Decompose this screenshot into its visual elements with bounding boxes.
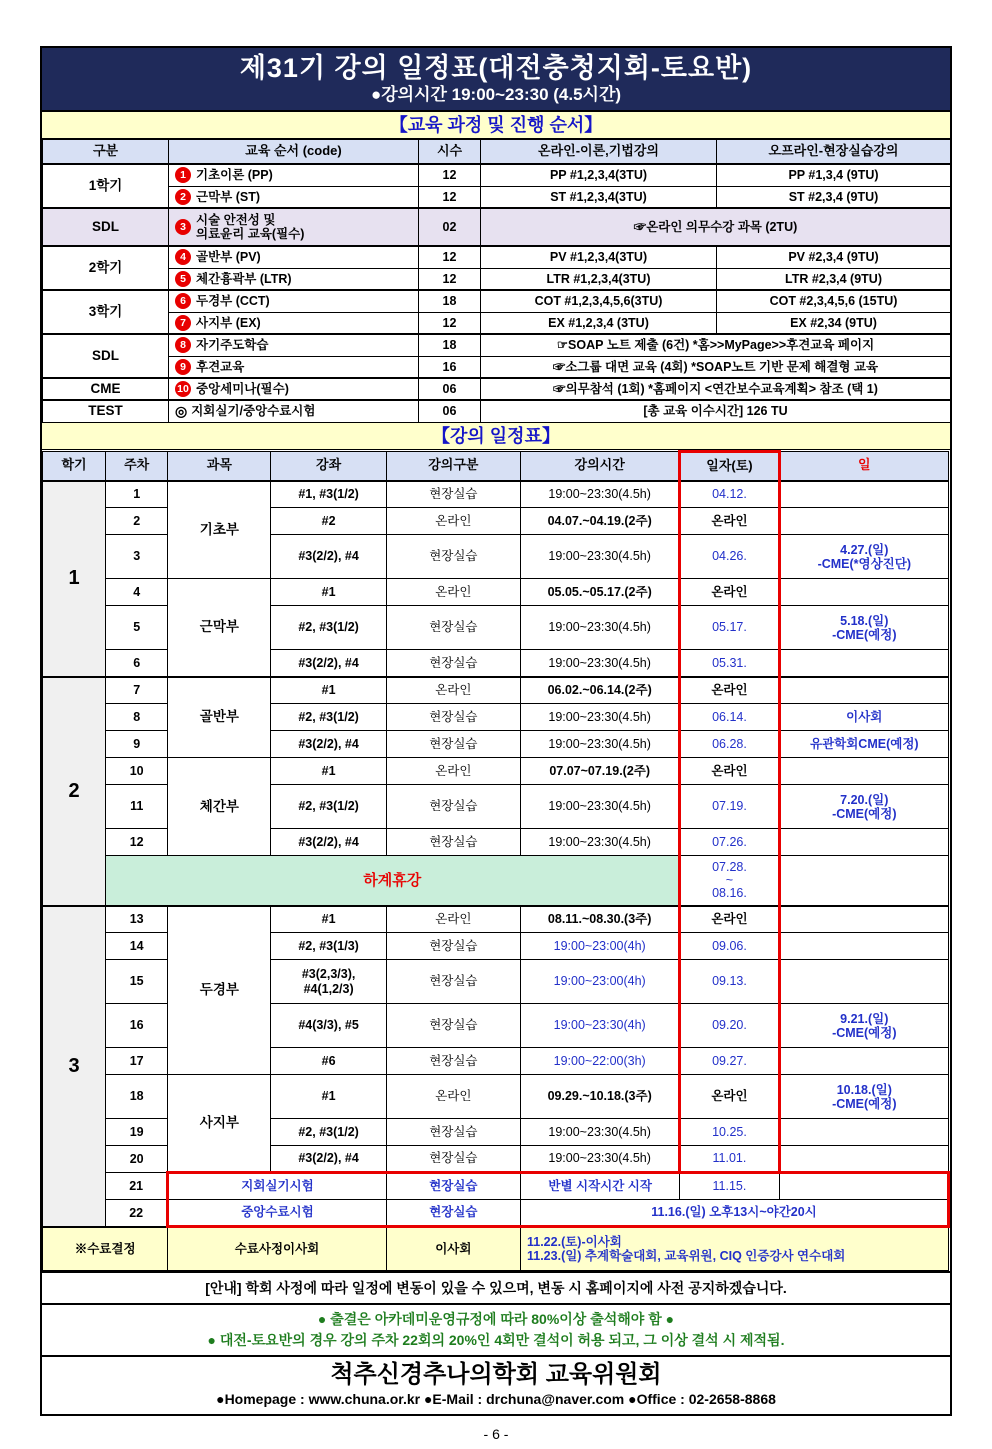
schedule-date-cell: 04.26. [680,535,779,579]
schedule-type-cell: 현장실습 [386,1004,520,1048]
numbered-circle-icon: 6 [175,293,191,309]
course-header-row [43,140,951,165]
course-category-cell: 2학기 [43,246,169,290]
attendance-note-1: ● 출결은 아카데미운영규정에 따라 80%이상 출석해야 함 ● [317,1311,675,1327]
numbered-circle-icon: 3 [175,219,191,235]
schedule-date-cell: 05.31. [680,650,779,677]
schedule-week-cell: 9 [106,731,168,758]
schedule-week-cell: 8 [106,704,168,731]
schedule-date-cell: 07.26. [680,829,779,856]
schedule-time-cell: 04.07.~04.19.(2주) [521,508,680,535]
numbered-circle-icon: 8 [175,337,191,353]
contact-info: ●Homepage : www.chuna.or.kr ●E-Mail : drchuna@naver.com ●Office : 02-2658-8868 [216,1391,776,1407]
schedule-time-cell: 반별 시작시간 시작 [521,1173,680,1200]
schedule-time-cell: 19:00~23:30(4.5h) [521,481,680,508]
schedule-type-cell: 현장실습 [386,1200,520,1227]
schedule-sunday-cell [779,508,948,535]
schedule-type-cell: 온라인 [386,906,520,933]
schedule-week-cell: 18 [106,1075,168,1119]
course-category-cell: SDL [43,334,169,378]
course-col-category: 구분 [43,140,169,165]
numbered-circle-icon: 4 [175,249,191,265]
schedule-course-cell: #1 [271,1075,386,1119]
exam-row [43,1200,949,1227]
schedule-course-cell: #2, #3(1/2) [271,704,386,731]
course-offline-cell: EX #2,34 (9TU) [717,312,951,334]
schedule-type-cell: 온라인 [386,579,520,606]
schedule-date-cell: 09.20. [680,1004,779,1048]
course-merged-note-cell: ☞소그룹 대면 교육 (4회) *SOAP노트 기반 문제 해결형 교육 [481,356,951,378]
schedule-date-cell: 온라인 [680,1075,779,1119]
schedule-course-cell: #2, #3(1/2) [271,1119,386,1146]
course-col-order: 교육 순서 (code) [169,140,419,165]
schedule-heading: 【강의 일정표】 [42,423,950,450]
schedule-type-cell: 현장실습 [386,650,520,677]
schedule-time-cell: 19:00~23:30(4h) [521,1004,680,1048]
schedule-time-cell: 07.07~07.19.(2주) [521,758,680,785]
schedule-sunday-cell [779,579,948,606]
schedule-time-cell: 19:00~23:30(4.5h) [521,829,680,856]
course-row [43,246,951,268]
schedule-time-cell: 19:00~23:30(4.5h) [521,704,680,731]
schedule-sunday-cell [779,1146,948,1173]
course-col-offline: 오프라인-현장실습강의 [717,140,951,165]
numbered-circle-icon: 10 [175,381,191,397]
course-row [43,268,951,290]
course-hours-cell: 12 [419,164,481,186]
course-hours-cell: 16 [419,356,481,378]
schedule-week-cell: 13 [106,906,168,933]
exam-name-cell: 지회실기시험 [168,1173,386,1200]
course-order-label: 체간흉곽부 (LTR) [196,271,292,286]
course-col-online: 온라인-이론,기법강의 [481,140,717,165]
schedule-sunday-cell [779,960,948,1004]
schedule-course-cell: #3(2/2), #4 [271,731,386,758]
numbered-circle-icon: 9 [175,359,191,375]
course-order-label: 기초이론 (PP) [196,168,273,183]
course-merged-note-cell: ☞SOAP 노트 제출 (6건) *홈>>MyPage>>후견교육 페이지 [481,334,951,356]
document-sheet [40,46,952,1416]
schedule-date-cell: 10.25. [680,1119,779,1146]
schedule-course-cell: #1, #3(1/2) [271,481,386,508]
course-row [43,164,951,186]
summer-break-row [43,856,949,906]
course-hours-cell: 12 [419,312,481,334]
course-hours-cell: 06 [419,400,481,422]
course-row [43,378,951,400]
schedule-col-time: 강의시간 [521,451,680,481]
attendance-notes [42,1303,950,1355]
schedule-date-cell: 07.28. ~ 08.16. [680,856,779,906]
course-category-cell: 1학기 [43,164,169,208]
schedule-week-cell: 6 [106,650,168,677]
schedule-sunday-cell: 유관학회CME(예정) [779,731,948,758]
course-category-cell: CME [43,378,169,400]
course-merged-note-cell: ☞온라인 의무수강 과목 (2TU) [481,208,951,246]
summer-break-cell: 하계휴강 [106,856,680,906]
schedule-date-cell: 07.19. [680,785,779,829]
course-order-label: 후견교육 [196,359,245,374]
schedule-course-cell: #1 [271,677,386,704]
course-order-cell [169,268,419,290]
schedule-sunday-cell [779,906,948,933]
schedule-row [43,677,949,704]
course-online-cell: EX #1,2,3,4 (3TU) [481,312,717,334]
schedule-date-cell: 06.14. [680,704,779,731]
schedule-subject-cell: 사지부 [168,1075,271,1173]
course-row [43,334,951,356]
schedule-week-cell: 12 [106,829,168,856]
course-offline-cell: PV #2,3,4 (9TU) [717,246,951,268]
course-merged-note-cell: [총 교육 이수시간] 126 TU [481,400,951,422]
schedule-week-cell: 11 [106,785,168,829]
course-order-label: 두경부 (CCT) [196,294,270,309]
course-online-cell: PV #1,2,3,4(3TU) [481,246,717,268]
schedule-course-cell: #2, #3(1/2) [271,785,386,829]
course-category-cell: TEST [43,400,169,422]
schedule-row [43,1075,949,1119]
schedule-subject-cell: 골반부 [168,677,271,758]
course-offline-cell: ST #2,3,4 (9TU) [717,186,951,208]
course-row [43,290,951,312]
schedule-col-semester: 학기 [43,451,106,481]
schedule-type-cell: 현장실습 [386,731,520,758]
schedule-date-cell: 11.15. [680,1173,779,1200]
course-category-cell: 3학기 [43,290,169,334]
schedule-type-cell: 온라인 [386,677,520,704]
course-row [43,356,951,378]
schedule-week-cell: 7 [106,677,168,704]
schedule-time-cell: 19:00~23:30(4.5h) [521,650,680,677]
schedule-week-cell: 14 [106,933,168,960]
schedule-course-cell: #3(2,3/3), #4(1,2/3) [271,960,386,1004]
schedule-date-cell: 06.28. [680,731,779,758]
schedule-sunday-cell [779,677,948,704]
course-col-hours: 시수 [419,140,481,165]
course-order-cell [169,356,419,378]
schedule-col-course: 강좌 [271,451,386,481]
numbered-circle-icon: 1 [175,167,191,183]
course-offline-cell: PP #1,3,4 (9TU) [717,164,951,186]
course-online-cell: LTR #1,2,3,4(3TU) [481,268,717,290]
schedule-type-cell: 현장실습 [386,1119,520,1146]
course-merged-note-cell: ☞의무참석 (1회) *홈페이지 <연간보수교육계획> 참조 (택 1) [481,378,951,400]
schedule-row [43,758,949,785]
course-row [43,186,951,208]
course-order-cell [169,378,419,400]
schedule-time-cell: 19:00~23:00(4h) [521,933,680,960]
document-subtitle: ●강의시간 19:00~23:30 (4.5시간) [370,85,622,104]
schedule-row [43,906,949,933]
course-offline-cell: LTR #2,3,4 (9TU) [717,268,951,290]
course-hours-cell: 02 [419,208,481,246]
schedule-col-saturday-date: 일자(토) [680,451,779,481]
schedule-week-cell: 2 [106,508,168,535]
double-circle-icon: ◎ [175,403,188,420]
course-online-cell: COT #1,2,3,4,5,6(3TU) [481,290,717,312]
course-hours-cell: 06 [419,378,481,400]
schedule-subject-cell: 체간부 [168,758,271,856]
page-number: - 6 - [483,1426,509,1442]
schedule-time-cell: 06.02.~06.14.(2주) [521,677,680,704]
schedule-week-cell: 3 [106,535,168,579]
schedule-sunday-cell [779,650,948,677]
schedule-week-cell: 1 [106,481,168,508]
schedule-time-cell: 19:00~23:30(4.5h) [521,535,680,579]
attendance-note-2: ● 대전-토요반의 경우 강의 주차 22회의 20%인 4회만 결석이 허용 되고, 그 이상 결석 시 제적됨. [207,1332,785,1348]
course-order-cell [169,186,419,208]
schedule-type-cell: 현장실습 [386,933,520,960]
schedule-type-cell: 현장실습 [386,1173,520,1200]
schedule-type-cell: 온라인 [386,1075,520,1119]
footer-block [42,1355,950,1414]
decision-board-cell: 수료사정이사회 [168,1227,386,1271]
schedule-sunday-cell [779,1119,948,1146]
schedule-time-cell: 19:00~23:30(4.5h) [521,606,680,650]
schedule-week-cell: 5 [106,606,168,650]
course-order-cell [169,312,419,334]
schedule-table [42,450,950,1272]
schedule-semester-cell: 3 [43,906,106,1227]
completion-decision-row [43,1227,949,1271]
title-block [42,48,950,112]
course-row [43,400,951,422]
course-hours-cell: 18 [419,334,481,356]
course-order-cell [169,400,419,422]
course-hours-cell: 12 [419,246,481,268]
schedule-col-sunday: 일 [779,451,948,481]
schedule-time-cell: 19:00~23:30(4.5h) [521,731,680,758]
schedule-time-cell: 19:00~22:00(3h) [521,1048,680,1075]
schedule-row [43,579,949,606]
course-order-label: 자기주도학습 [196,338,269,353]
schedule-sunday-cell: 이사회 [779,704,948,731]
course-hours-cell: 12 [419,186,481,208]
schedule-course-cell: #1 [271,906,386,933]
schedule-col-week: 주차 [106,451,168,481]
schedule-sunday-cell: 5.18.(일) -CME(예정) [779,606,948,650]
schedule-sunday-cell [779,481,948,508]
course-order-label: 골반부 (PV) [196,250,261,265]
schedule-date-cell: 09.27. [680,1048,779,1075]
course-order-label: 시술 안전성 및 의료윤리 교육(필수) [196,212,305,241]
course-order-cell [169,334,419,356]
schedule-type-cell: 온라인 [386,508,520,535]
exam-name-cell: 중앙수료시험 [168,1200,386,1227]
course-online-cell: PP #1,2,3,4(3TU) [481,164,717,186]
schedule-course-cell: #2 [271,508,386,535]
numbered-circle-icon: 7 [175,315,191,331]
schedule-sunday-cell [779,1048,948,1075]
exam-row [43,1173,949,1200]
schedule-week-cell: 21 [106,1173,168,1200]
schedule-sunday-cell [779,758,948,785]
schedule-time-cell: 19:00~23:30(4.5h) [521,1146,680,1173]
schedule-week-cell: 19 [106,1119,168,1146]
schedule-sunday-cell [779,829,948,856]
schedule-date-cell: 온라인 [680,508,779,535]
schedule-course-cell: #1 [271,579,386,606]
schedule-type-cell: 현장실습 [386,1048,520,1075]
course-row [43,208,951,246]
course-online-cell: ST #1,2,3,4(3TU) [481,186,717,208]
schedule-time-cell: 19:00~23:30(4.5h) [521,785,680,829]
schedule-semester-cell: 1 [43,481,106,677]
schedule-course-cell: #4(3/3), #5 [271,1004,386,1048]
organization-name: 척추신경추나의학회 교육위원회 [330,1361,662,1388]
schedule-header-row [43,451,949,481]
decision-type-cell: 이사회 [386,1227,520,1271]
schedule-type-cell: 현장실습 [386,481,520,508]
course-offline-cell: COT #2,3,4,5,6 (15TU) [717,290,951,312]
schedule-type-cell: 현장실습 [386,785,520,829]
schedule-time-cell: 19:00~23:30(4.5h) [521,1119,680,1146]
schedule-date-cell: 09.13. [680,960,779,1004]
schedule-week-cell: 16 [106,1004,168,1048]
schedule-course-cell: #2, #3(1/2) [271,606,386,650]
schedule-date-cell: 09.06. [680,933,779,960]
schedule-type-cell: 온라인 [386,758,520,785]
schedule-type-cell: 현장실습 [386,704,520,731]
schedule-subject-cell: 기초부 [168,481,271,579]
course-order-cell [169,290,419,312]
schedule-date-cell: 온라인 [680,906,779,933]
decision-dates-cell: 11.22.(토)-이사회 11.23.(일) 추계학술대회, 교육위원, CIQ 인증강사 연수대회 [521,1227,949,1271]
schedule-subject-cell: 근막부 [168,579,271,677]
schedule-date-cell: 온라인 [680,758,779,785]
course-process-table [42,139,951,423]
schedule-date-cell: 온라인 [680,677,779,704]
course-order-label: 근막부 (ST) [196,189,260,204]
document-title: 제31기 강의 일정표(대전충청지회-토요반) [239,53,753,83]
schedule-week-cell: 4 [106,579,168,606]
schedule-date-cell: 11.01. [680,1146,779,1173]
schedule-date-cell: 05.17. [680,606,779,650]
schedule-sunday-cell [779,933,948,960]
schedule-course-cell: #3(2/2), #4 [271,650,386,677]
course-order-label: 중앙세미나(필수) [196,381,289,396]
schedule-week-cell: 20 [106,1146,168,1173]
course-order-cell [169,208,419,246]
schedule-col-type: 강의구분 [386,451,520,481]
schedule-time-cell: 05.05.~05.17.(2주) [521,579,680,606]
schedule-type-cell: 현장실습 [386,606,520,650]
schedule-semester-cell: 2 [43,677,106,906]
course-row [43,312,951,334]
numbered-circle-icon: 2 [175,189,191,205]
decision-label-cell: ※수료결정 [43,1227,168,1271]
course-process-heading: 【교육 과정 및 진행 순서】 [42,112,950,139]
numbered-circle-icon: 5 [175,271,191,287]
schedule-time-cell: 09.29.~10.18.(3주) [521,1075,680,1119]
course-order-label: 지회실기/중앙수료시험 [191,404,316,419]
schedule-sunday-cell [779,856,948,906]
schedule-sunday-cell: 7.20.(일) -CME(예정) [779,785,948,829]
schedule-course-cell: #3(2/2), #4 [271,1146,386,1173]
schedule-time-cell: 19:00~23:00(4h) [521,960,680,1004]
course-order-cell [169,164,419,186]
schedule-time-cell: 08.11.~08.30.(3주) [521,906,680,933]
schedule-sunday-cell: 4.27.(일) -CME(*영상진단) [779,535,948,579]
course-hours-cell: 18 [419,290,481,312]
schedule-course-cell: #3(2/2), #4 [271,535,386,579]
course-category-cell: SDL [43,208,169,246]
notice-row: [안내] 학회 사정에 따라 일정에 변동이 있을 수 있으며, 변동 시 홈페이지에 사전 공지하겠습니다. [42,1271,950,1303]
schedule-col-subject: 과목 [168,451,271,481]
course-order-label: 사지부 (EX) [196,315,261,330]
schedule-row [43,481,949,508]
schedule-date-cell: 온라인 [680,579,779,606]
schedule-subject-cell: 두경부 [168,906,271,1075]
schedule-type-cell: 현장실습 [386,535,520,579]
course-order-cell [169,246,419,268]
schedule-sunday-cell: 10.18.(일) -CME(예정) [779,1075,948,1119]
schedule-week-cell: 17 [106,1048,168,1075]
schedule-type-cell: 현장실습 [386,960,520,1004]
schedule-sunday-cell: 9.21.(일) -CME(예정) [779,1004,948,1048]
schedule-date-cell: 04.12. [680,481,779,508]
schedule-week-cell: 15 [106,960,168,1004]
schedule-course-cell: #6 [271,1048,386,1075]
schedule-type-cell: 현장실습 [386,1146,520,1173]
schedule-sunday-cell [779,1173,948,1200]
schedule-course-cell: #3(2/2), #4 [271,829,386,856]
schedule-week-cell: 10 [106,758,168,785]
exam-time-merged-cell: 11.16.(일) 오후13시~야간20시 [521,1200,949,1227]
schedule-course-cell: #1 [271,758,386,785]
schedule-type-cell: 현장실습 [386,829,520,856]
course-hours-cell: 12 [419,268,481,290]
schedule-course-cell: #2, #3(1/3) [271,933,386,960]
absence-limit-text: 4회만 결석이 허용 [494,1332,605,1348]
schedule-week-cell: 22 [106,1200,168,1227]
